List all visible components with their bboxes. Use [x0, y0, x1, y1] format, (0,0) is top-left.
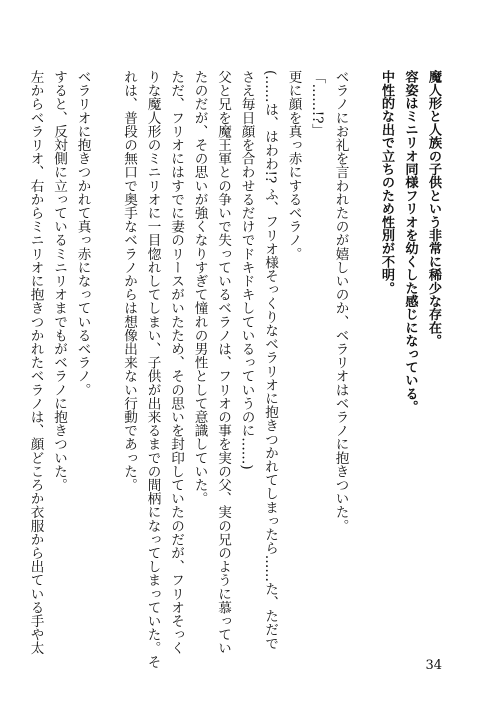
section-gap: [94, 70, 117, 630]
profile-line-3: 中性的な出で立ちのため性別が不明。: [379, 70, 394, 295]
story-line: すると、反対側に立っているミニリオまでもがベラノに抱きついた。: [51, 70, 67, 492]
profile-line-2: 容姿はミニリオ同様フリオを幼くした感じになっている。: [402, 70, 418, 414]
story-line: 父と兄を魔王軍との争いで失っているベラノは、フリオの事を実の父、実の兄のように慕ってい: [215, 70, 231, 655]
story-line: ただ、フリオにはすでに妻のリースがいたため、その思いを封印していたのだが、フリオそっく: [168, 70, 184, 655]
story-line: 更に顔を真っ赤にするベラノ。: [285, 70, 302, 261]
story-line: 左からベラリオ、右からミニリオに抱きつかれたベラノは、顔どころか衣服から出ている手や太: [27, 70, 44, 655]
page-number: 34: [425, 658, 442, 673]
story-line: ベラリオに抱きつかれて真っ赤になっているベラノ。: [74, 70, 91, 397]
story-line: りな魔人形のミニリオに一目惚れしてしまい、子供が出来るまでの間柄になってしまっていた。そ: [144, 70, 161, 669]
section-gap: [352, 70, 375, 630]
story-line: 「……!?」: [309, 70, 325, 138]
story-line: れは、普段の無口で奥手なベラノからは想像出来ない行動であった。: [121, 70, 137, 492]
story-line: ベラノにお礼を言われたのが嬉しいのか、ベラリオはベラノに抱きついた。: [332, 70, 349, 533]
story-line: たのだが、その思いが強くなりすぎて憧れの男性として意識していた。: [191, 70, 208, 506]
profile-line-1: 魔人形と人族の子供という非常に稀少な存在。: [426, 70, 441, 348]
story-line: (……は、はわわ!? ふ、フリオ様そっくりなベラリオに抱きつかれてしまったら……た、ただで: [262, 70, 278, 650]
story-line: さえ毎日顔を合わせるだけでドキドキしているっていうのに……): [238, 70, 255, 470]
